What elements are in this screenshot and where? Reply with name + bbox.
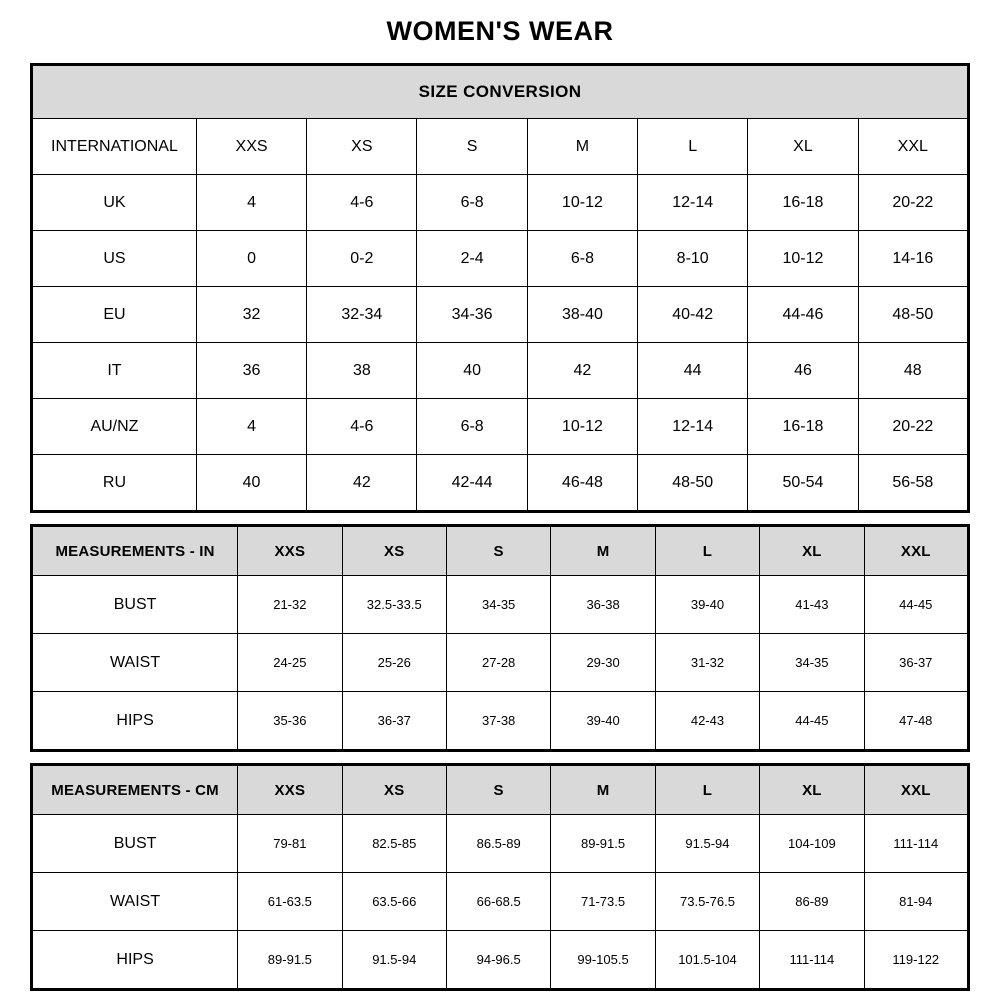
size-cell: 34-36 — [417, 287, 527, 343]
size-cell: 48-50 — [638, 455, 748, 512]
size-cell: 2-4 — [417, 231, 527, 287]
column-header-xxl: XXL — [858, 119, 968, 175]
column-header-international: INTERNATIONAL — [32, 119, 197, 175]
measure-cell: 37-38 — [446, 692, 550, 751]
measure-cell: 27-28 — [446, 634, 550, 692]
size-cell: 6-8 — [527, 231, 637, 287]
measure-cell: 32.5-33.5 — [342, 576, 446, 634]
size-cell: 0-2 — [307, 231, 417, 287]
measure-cell: 44-45 — [864, 576, 968, 634]
measurements-in-header-row — [32, 526, 969, 576]
size-cell: 46 — [748, 343, 858, 399]
size-cell: 16-18 — [748, 175, 858, 231]
size-cell: 42 — [527, 343, 637, 399]
measure-cell: 21-32 — [238, 576, 342, 634]
column-header-l: L — [655, 765, 759, 815]
table-row-it — [32, 343, 969, 399]
size-cell: 4 — [196, 399, 306, 455]
measure-cell: 47-48 — [864, 692, 968, 751]
measure-cell: 41-43 — [760, 576, 864, 634]
measure-cell: 63.5-66 — [342, 873, 446, 931]
column-header-xs: XS — [342, 526, 446, 576]
size-cell: 0 — [196, 231, 306, 287]
column-header-xs: XS — [307, 119, 417, 175]
column-header-m: M — [527, 119, 637, 175]
row-label: WAIST — [32, 634, 238, 692]
measurements-cm-title: MEASUREMENTS - CM — [32, 765, 238, 815]
measure-cell: 71-73.5 — [551, 873, 655, 931]
size-cell: 42-44 — [417, 455, 527, 512]
size-cell: 48 — [858, 343, 968, 399]
measure-cell: 81-94 — [864, 873, 968, 931]
measure-cell: 79-81 — [238, 815, 342, 873]
measure-cell: 34-35 — [760, 634, 864, 692]
size-cell: 12-14 — [638, 175, 748, 231]
measure-cell: 36-37 — [342, 692, 446, 751]
measure-cell: 73.5-76.5 — [655, 873, 759, 931]
measure-cell: 44-45 — [760, 692, 864, 751]
size-cell: 38 — [307, 343, 417, 399]
column-header-s: S — [417, 119, 527, 175]
size-cell: 4 — [196, 175, 306, 231]
measure-cell: 91.5-94 — [655, 815, 759, 873]
size-cell: 6-8 — [417, 399, 527, 455]
measure-cell: 24-25 — [238, 634, 342, 692]
measure-cell: 29-30 — [551, 634, 655, 692]
measurements-cm-header-row — [32, 765, 969, 815]
measure-cell: 36-38 — [551, 576, 655, 634]
measure-cell: 89-91.5 — [551, 815, 655, 873]
table-row-waist-in — [32, 634, 969, 692]
size-cell: 42 — [307, 455, 417, 512]
size-cell: 14-16 — [858, 231, 968, 287]
table-row-aunz — [32, 399, 969, 455]
size-cell: 44 — [638, 343, 748, 399]
size-cell: 48-50 — [858, 287, 968, 343]
measure-cell: 25-26 — [342, 634, 446, 692]
size-cell: 4-6 — [307, 175, 417, 231]
table-row-bust-cm — [32, 815, 969, 873]
size-cell: 20-22 — [858, 399, 968, 455]
row-label: WAIST — [32, 873, 238, 931]
row-label: EU — [32, 287, 197, 343]
measure-cell: 39-40 — [551, 692, 655, 751]
size-cell: 20-22 — [858, 175, 968, 231]
measure-cell: 42-43 — [655, 692, 759, 751]
measure-cell: 66-68.5 — [446, 873, 550, 931]
table-row-eu — [32, 287, 969, 343]
measure-cell: 86.5-89 — [446, 815, 550, 873]
measure-cell: 31-32 — [655, 634, 759, 692]
measure-cell: 61-63.5 — [238, 873, 342, 931]
column-header-xxs: XXS — [238, 526, 342, 576]
size-cell: 8-10 — [638, 231, 748, 287]
column-header-m: M — [551, 526, 655, 576]
table-row-uk — [32, 175, 969, 231]
size-cell: 10-12 — [527, 399, 637, 455]
row-label: BUST — [32, 576, 238, 634]
measure-cell: 94-96.5 — [446, 931, 550, 990]
table-row-hips-in — [32, 692, 969, 751]
measure-cell: 111-114 — [864, 815, 968, 873]
size-cell: 10-12 — [748, 231, 858, 287]
column-header-l: L — [655, 526, 759, 576]
measure-cell: 39-40 — [655, 576, 759, 634]
column-header-xl: XL — [760, 526, 864, 576]
size-cell: 10-12 — [527, 175, 637, 231]
measure-cell: 111-114 — [760, 931, 864, 990]
column-header-s: S — [446, 765, 550, 815]
column-header-xxl: XXL — [864, 765, 968, 815]
size-conversion-header-row — [32, 119, 969, 175]
measurements-in-table — [30, 524, 970, 752]
column-header-xxs: XXS — [238, 765, 342, 815]
table-row-us — [32, 231, 969, 287]
size-cell: 32-34 — [307, 287, 417, 343]
measure-cell: 82.5-85 — [342, 815, 446, 873]
column-header-xxl: XXL — [864, 526, 968, 576]
size-cell: 12-14 — [638, 399, 748, 455]
column-header-m: M — [551, 765, 655, 815]
size-conversion-table — [30, 63, 970, 513]
size-cell: 50-54 — [748, 455, 858, 512]
size-cell: 4-6 — [307, 399, 417, 455]
table-row-ru — [32, 455, 969, 512]
measure-cell: 36-37 — [864, 634, 968, 692]
measure-cell: 35-36 — [238, 692, 342, 751]
table-row-hips-cm — [32, 931, 969, 990]
size-conversion-banner: SIZE CONVERSION — [32, 65, 969, 119]
row-label: BUST — [32, 815, 238, 873]
column-header-xs: XS — [342, 765, 446, 815]
measure-cell: 34-35 — [446, 576, 550, 634]
measurements-cm-table — [30, 763, 970, 991]
measure-cell: 119-122 — [864, 931, 968, 990]
size-cell: 56-58 — [858, 455, 968, 512]
measure-cell: 89-91.5 — [238, 931, 342, 990]
table-row-waist-cm — [32, 873, 969, 931]
size-cell: 16-18 — [748, 399, 858, 455]
row-label: UK — [32, 175, 197, 231]
page-title: WOMEN'S WEAR — [386, 16, 614, 46]
size-cell: 40 — [417, 343, 527, 399]
row-label: RU — [32, 455, 197, 512]
column-header-s: S — [446, 526, 550, 576]
row-label: HIPS — [32, 692, 238, 751]
column-header-xxs: XXS — [196, 119, 306, 175]
size-cell: 6-8 — [417, 175, 527, 231]
table-row-bust-in — [32, 576, 969, 634]
size-cell: 32 — [196, 287, 306, 343]
measure-cell: 91.5-94 — [342, 931, 446, 990]
row-label: US — [32, 231, 197, 287]
measurements-in-title: MEASUREMENTS - IN — [32, 526, 238, 576]
size-cell: 36 — [196, 343, 306, 399]
row-label: IT — [32, 343, 197, 399]
size-cell: 40 — [196, 455, 306, 512]
size-cell: 38-40 — [527, 287, 637, 343]
column-header-xl: XL — [748, 119, 858, 175]
row-label: HIPS — [32, 931, 238, 990]
column-header-l: L — [638, 119, 748, 175]
measure-cell: 104-109 — [760, 815, 864, 873]
column-header-xl: XL — [760, 765, 864, 815]
size-cell: 46-48 — [527, 455, 637, 512]
row-label: AU/NZ — [32, 399, 197, 455]
size-cell: 40-42 — [638, 287, 748, 343]
measure-cell: 101.5-104 — [655, 931, 759, 990]
measure-cell: 99-105.5 — [551, 931, 655, 990]
size-conversion-banner-row — [32, 65, 969, 119]
size-cell: 44-46 — [748, 287, 858, 343]
measure-cell: 86-89 — [760, 873, 864, 931]
